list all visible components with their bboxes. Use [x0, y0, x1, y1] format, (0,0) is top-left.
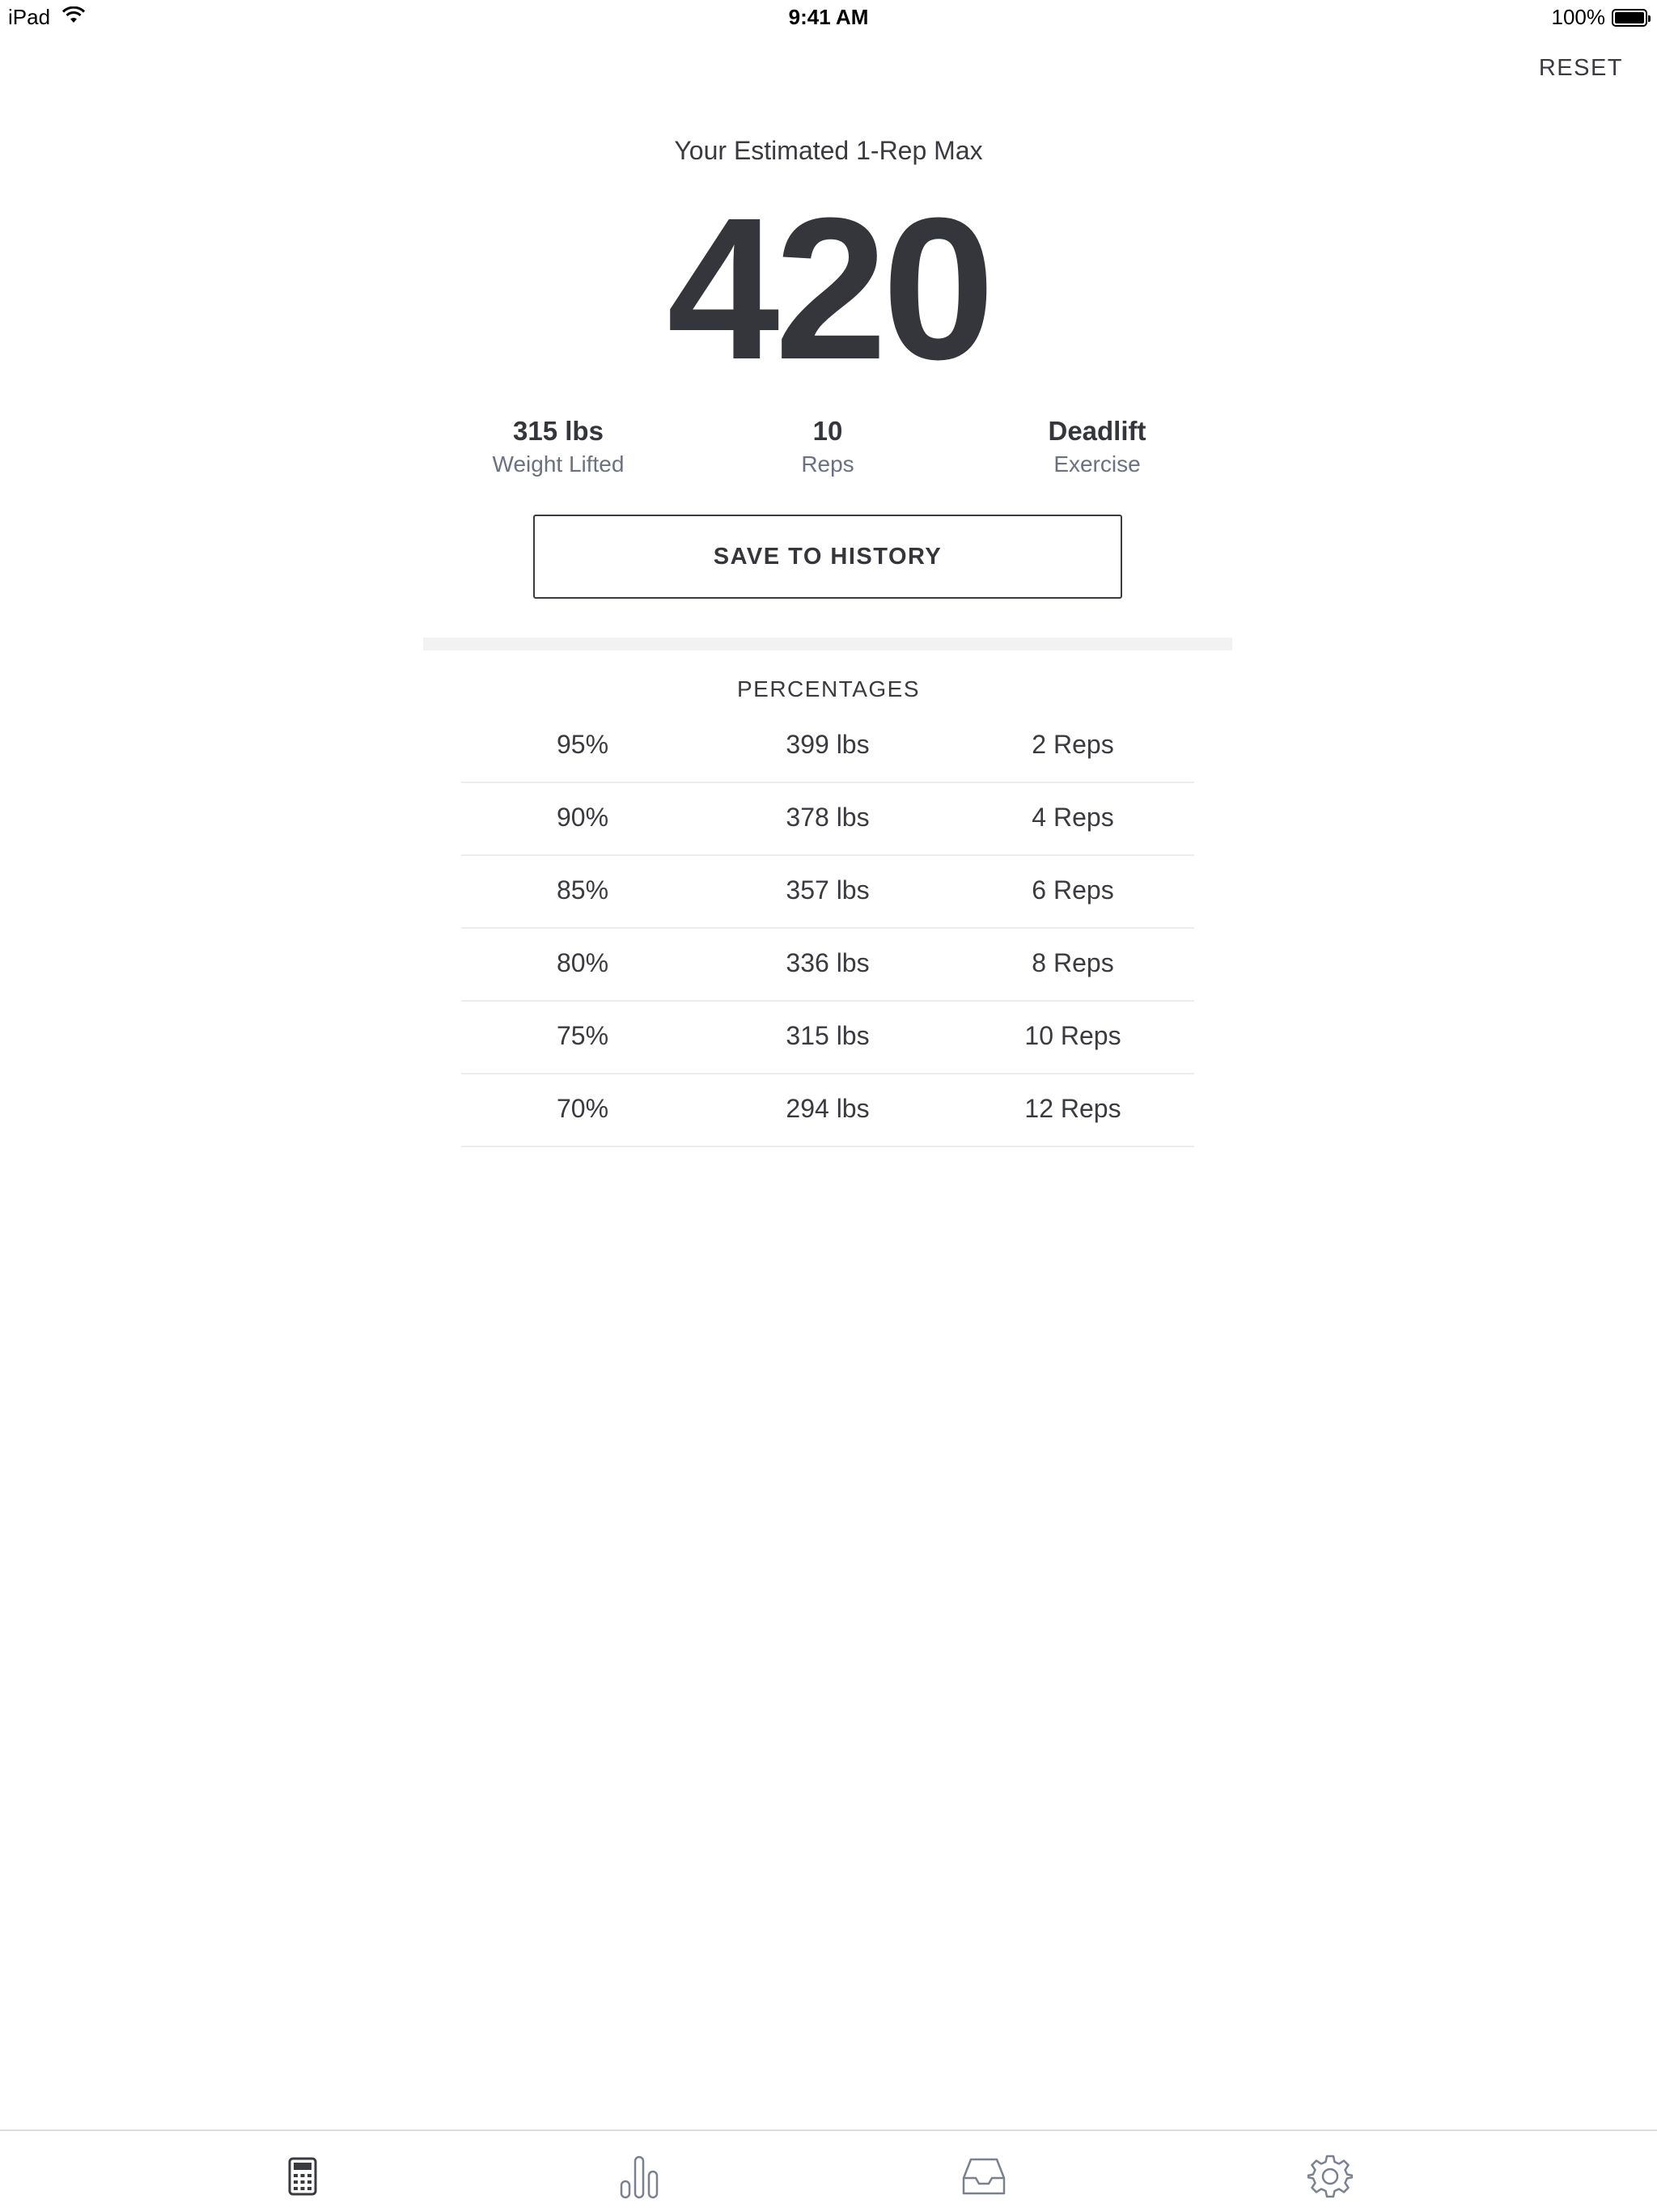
table-row: [461, 710, 1194, 783]
table-row: [461, 783, 1194, 856]
save-to-history-button[interactable]: SAVE TO HISTORY: [533, 515, 1122, 599]
table-row: [461, 1002, 1194, 1074]
reset-button[interactable]: RESET: [1538, 55, 1623, 81]
percentages-table: [461, 710, 1194, 1147]
gear-icon: [1307, 2154, 1353, 2199]
percent-cell: 90%: [556, 803, 609, 832]
stat-exercise: [935, 416, 1259, 477]
stat-label: Weight Lifted: [492, 451, 625, 477]
status-time: 9:41 AM: [788, 5, 869, 29]
battery-percent: 100%: [1551, 5, 1605, 29]
weight-cell: 315 lbs: [786, 1021, 870, 1050]
tab-bar: [0, 2129, 1657, 2212]
reps-cell: 8 Reps: [1032, 948, 1114, 977]
table-row: [461, 929, 1194, 1002]
reps-cell: 4 Reps: [1032, 803, 1114, 832]
tab-history-chart[interactable]: [615, 2152, 663, 2201]
result-subtitle: Your Estimated 1-Rep Max: [674, 136, 983, 165]
weight-cell: 357 lbs: [786, 875, 870, 905]
inbox-tray-icon: [961, 2157, 1006, 2196]
stat-value: Deadlift: [1048, 416, 1146, 446]
section-divider: [423, 638, 1232, 650]
one-rep-max-value: 420: [667, 176, 990, 401]
table-row: [461, 856, 1194, 929]
stat-label: Exercise: [1053, 451, 1141, 477]
stat-value: 10: [812, 416, 843, 446]
reps-cell: 6 Reps: [1032, 875, 1114, 905]
tab-inbox[interactable]: [960, 2152, 1008, 2201]
percent-cell: 95%: [556, 730, 609, 759]
battery-icon: [1612, 9, 1647, 27]
device-label: iPad: [8, 5, 51, 29]
percentages-title: PERCENTAGES: [736, 676, 921, 701]
percent-cell: 80%: [556, 948, 609, 977]
calculator-icon: [288, 2157, 317, 2196]
weight-cell: 336 lbs: [786, 948, 870, 977]
stat-value: 315 lbs: [513, 416, 604, 446]
bar-chart-icon: [619, 2154, 659, 2199]
stat-label: Reps: [801, 451, 854, 477]
reps-cell: 2 Reps: [1032, 730, 1114, 759]
status-right: [1552, 5, 1648, 30]
status-bar: [0, 0, 1657, 32]
tab-calculator[interactable]: [278, 2152, 327, 2201]
percent-cell: 70%: [556, 1094, 609, 1123]
reps-cell: 12 Reps: [1024, 1094, 1121, 1123]
tab-settings[interactable]: [1306, 2152, 1354, 2201]
weight-cell: 378 lbs: [786, 803, 870, 832]
percent-cell: 85%: [556, 875, 609, 905]
weight-cell: 399 lbs: [786, 730, 870, 759]
weight-cell: 294 lbs: [786, 1094, 870, 1123]
percent-cell: 75%: [556, 1021, 609, 1050]
table-row: [461, 1074, 1194, 1147]
reps-cell: 10 Reps: [1024, 1021, 1121, 1050]
